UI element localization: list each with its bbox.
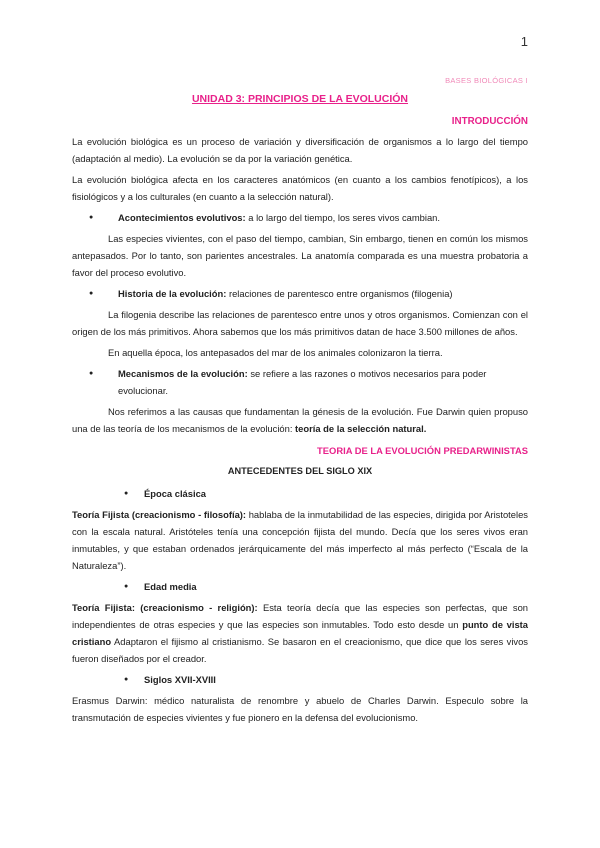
paragraph-bold: teoría de la selección natural. (295, 423, 427, 434)
paragraph-bold: Teoría Fijista: (creacionismo - religión): (72, 602, 258, 613)
bullet-text: relaciones de parentesco entre organismos (filogenia) (226, 288, 453, 299)
paragraph-bold: Teoría Fijista (creacionismo - filosofía): (72, 509, 247, 520)
paragraph: La filogenia describe las relaciones de parentesco entre unos y otros organismos. Comienzan con el origen de los más primitivos. Ahora sabemos que los más primitivos datan de hace 3.500 millones de años. (72, 309, 528, 337)
section-bullet: ● Época clásica (72, 485, 528, 502)
bullet-label: Mecanismos de la evolución: (118, 368, 248, 379)
bullet-item (72, 285, 528, 302)
header-label: BASES BIOLÓGICAS I (445, 76, 528, 85)
bullet-text: se refiere a las razones o motivos necesarios para poder evolucionar. (118, 368, 487, 396)
paragraph: Las especies vivientes, con el paso del tiempo, cambian, Sin embargo, tienen en común los mismos antepasados. Por lo tanto, son parientes ancestrales. La anatomía comparada es una muestra probatoria a favor del proceso evolutivo. (72, 233, 528, 278)
section-bullet: ● Siglos XVII-XVIII (72, 671, 528, 688)
paragraph-text: Nos referimos a las causas que fundamentan la génesis de la evolución. Fue Darwin quien propuso una de las teoría de los mecanismos de la evolución: (72, 406, 528, 434)
paragraph-text: Esta teoría decía que las especies son perfectas, que son independientes de otras especies y que las especies son inmutables. Todo esto desde un (72, 602, 528, 630)
bullet-item (72, 365, 528, 399)
bullet-label: Historia de la evolución: (118, 288, 227, 299)
page-number: 1 (520, 34, 528, 49)
intro-heading: INTRODUCCIÓN (451, 116, 528, 127)
section-bullet: ● Edad media (72, 578, 528, 595)
paragraph: La evolución biológica afecta en los caracteres anatómicos (en cuanto a los cambios fenotípicos), a los fisiológicos y a los culturales (en cuanto a la selección natural). (72, 174, 528, 202)
bullet-item (72, 209, 528, 226)
paragraph (72, 403, 528, 437)
paragraph-text: Adaptaron el fijismo al cristianismo. Se basaron en el creacionismo, que dice que los seres vivos fueron diseñados por el creador. (72, 636, 528, 664)
document-body (72, 92, 528, 730)
antecedentes-heading: ANTECEDENTES DEL SIGLO XIX (227, 466, 373, 476)
paragraph-text: hablaba de la inmutabilidad de las especies, dirigida por Aristoteles con la escala natural. Aristóteles tenía una concepción fijista del mundo. Decía que los seres vivos eran inmutables, y que estaban ordenados jerárquicamente del más imperfecto al más perfecto (“Escala de la Naturaleza”). (72, 509, 528, 571)
paragraph: En aquella época, los antepasados del mar de los animales colonizaron la tierra. (108, 347, 443, 358)
bullet-text: a lo largo del tiempo, los seres vivos cambian. (245, 212, 441, 223)
paragraph: Erasmus Darwin: médico naturalista de renombre y abuelo de Charles Darwin. Especulo sobre la transmutación de especies vivientes y fue pionero en la defensa del evolucionismo. (72, 695, 528, 723)
paragraph-bold: punto de vista cristiano (72, 619, 529, 647)
bullet-label: Acontecimientos evolutivos: (118, 212, 246, 223)
paragraph (72, 506, 528, 574)
paragraph (72, 599, 528, 667)
paragraph: La evolución biológica es un proceso de variación y diversificación de organismos a lo largo del tiempo (adaptación al medio). La evolución se da por la variación genética. (72, 136, 528, 164)
document-title: UNIDAD 3: PRINCIPIOS DE LA EVOLUCIÓN (191, 93, 409, 105)
predarwin-heading: TEORIA DE LA EVOLUCIÓN PREDARWINISTAS (317, 445, 528, 456)
